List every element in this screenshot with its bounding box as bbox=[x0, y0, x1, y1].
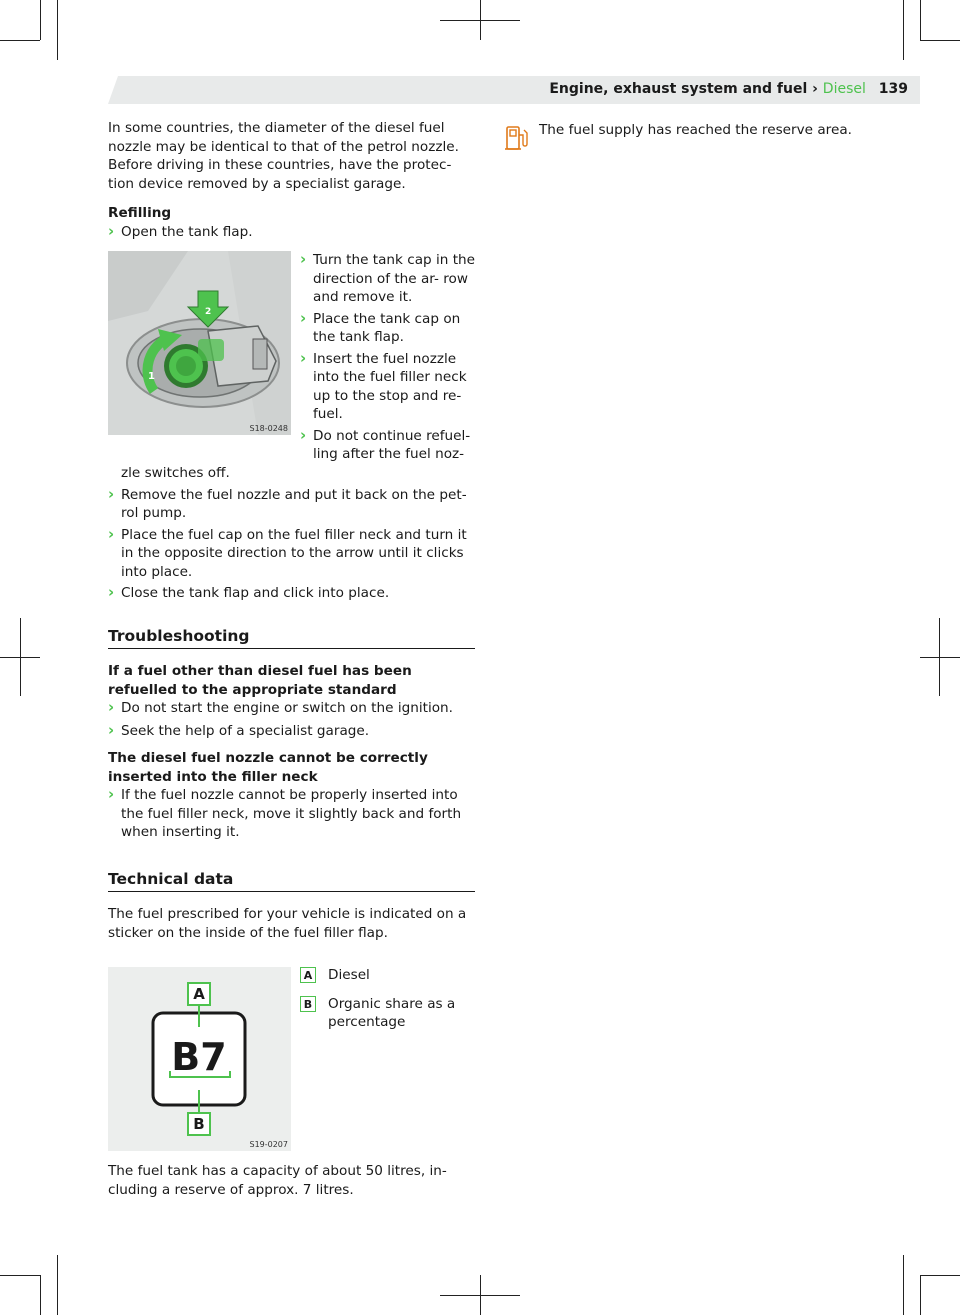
sticker-main-text: B7 bbox=[171, 1035, 227, 1079]
step-place-cap: › Place the tank cap on the tank flap. bbox=[300, 310, 476, 347]
breadcrumb-current[interactable]: Diesel bbox=[822, 81, 866, 97]
breadcrumb-section[interactable]: Engine, exhaust system and fuel bbox=[549, 81, 808, 97]
legend-key-a: A bbox=[300, 967, 316, 983]
figure-fuel-sticker bbox=[108, 967, 291, 1151]
refilling-heading: Refilling bbox=[108, 205, 172, 221]
case2-step-1: › If the fuel nozzle cannot be properly inserted into the fuel filler neck, move it slightly back and forth when inserting it. bbox=[108, 786, 475, 842]
step-open-flap: › Open the tank flap. bbox=[108, 223, 475, 242]
fuel-pump-icon bbox=[505, 124, 529, 152]
technical-data-heading: Technical data bbox=[108, 870, 475, 893]
sticker-legend bbox=[300, 966, 476, 1032]
intro-paragraph: In some countries, the diameter of the diesel fuel nozzle may be identical to that of the petrol nozzle. Before driving in these countries, have the protec- tion device removed by a specialist garage. bbox=[108, 120, 459, 192]
step-place-fuel-cap: › Place the fuel cap on the fuel filler neck and turn it in the opposite direction to the arrow until it clicks into place. bbox=[108, 526, 475, 582]
tank-cap-illustration bbox=[108, 251, 291, 435]
figure-code: S19-0207 bbox=[249, 1140, 288, 1149]
step-do-not-continue: › Do not continue refuel- ling after the fuel noz- bbox=[300, 427, 476, 464]
svg-text:2: 2 bbox=[205, 307, 212, 317]
svg-text:1: 1 bbox=[148, 371, 155, 382]
figure-tank-cap bbox=[108, 251, 291, 435]
right-column bbox=[539, 121, 879, 140]
left-column bbox=[108, 119, 475, 241]
step-turn-cap: › Turn the tank cap in the direction of the ar- row and remove it. bbox=[300, 251, 476, 307]
breadcrumb-separator: › bbox=[812, 81, 818, 97]
step-close-flap: › Close the tank flap and click into place. bbox=[108, 584, 475, 603]
breadcrumb bbox=[549, 81, 908, 97]
case2-heading: The diesel fuel nozzle cannot be correctly inserted into the filler neck bbox=[108, 750, 428, 785]
capacity-paragraph-wrap bbox=[108, 1162, 475, 1199]
capacity-paragraph: The fuel tank has a capacity of about 50 litres, in- cluding a reserve of approx. 7 litres. bbox=[108, 1163, 447, 1198]
legend-item-a bbox=[300, 966, 476, 985]
sticker-label-b: B bbox=[193, 1115, 205, 1133]
steps-after-figure bbox=[108, 464, 475, 942]
legend-item-b bbox=[300, 995, 476, 1032]
technical-intro: The fuel prescribed for your vehicle is indicated on a sticker on the inside of the fuel filler flap. bbox=[108, 906, 467, 941]
legend-text-b: Organic share as a percentage bbox=[328, 995, 456, 1030]
page-number: 139 bbox=[878, 81, 908, 97]
sticker-label-a: A bbox=[193, 985, 205, 1003]
case1-step-1: › Do not start the engine or switch on the ignition. bbox=[108, 699, 475, 718]
troubleshooting-heading: Troubleshooting bbox=[108, 627, 475, 650]
legend-text-a: Diesel bbox=[328, 967, 370, 983]
case1-heading: If a fuel other than diesel fuel has been refuelled to the appropriate standard bbox=[108, 663, 412, 698]
legend-key-b: B bbox=[300, 996, 316, 1012]
case1-step-2: › Seek the help of a specialist garage. bbox=[108, 722, 475, 741]
step-continuation: zle switches off. bbox=[121, 465, 230, 481]
step-insert-nozzle: › Insert the fuel nozzle into the fuel filler neck up to the stop and re- fuel. bbox=[300, 350, 476, 424]
reserve-warning-text: The fuel supply has reached the reserve area. bbox=[539, 122, 852, 138]
steps-beside-figure bbox=[300, 251, 476, 464]
figure-code: S18-0248 bbox=[249, 424, 288, 433]
step-remove-nozzle: › Remove the fuel nozzle and put it back on the pet- rol pump. bbox=[108, 486, 475, 523]
